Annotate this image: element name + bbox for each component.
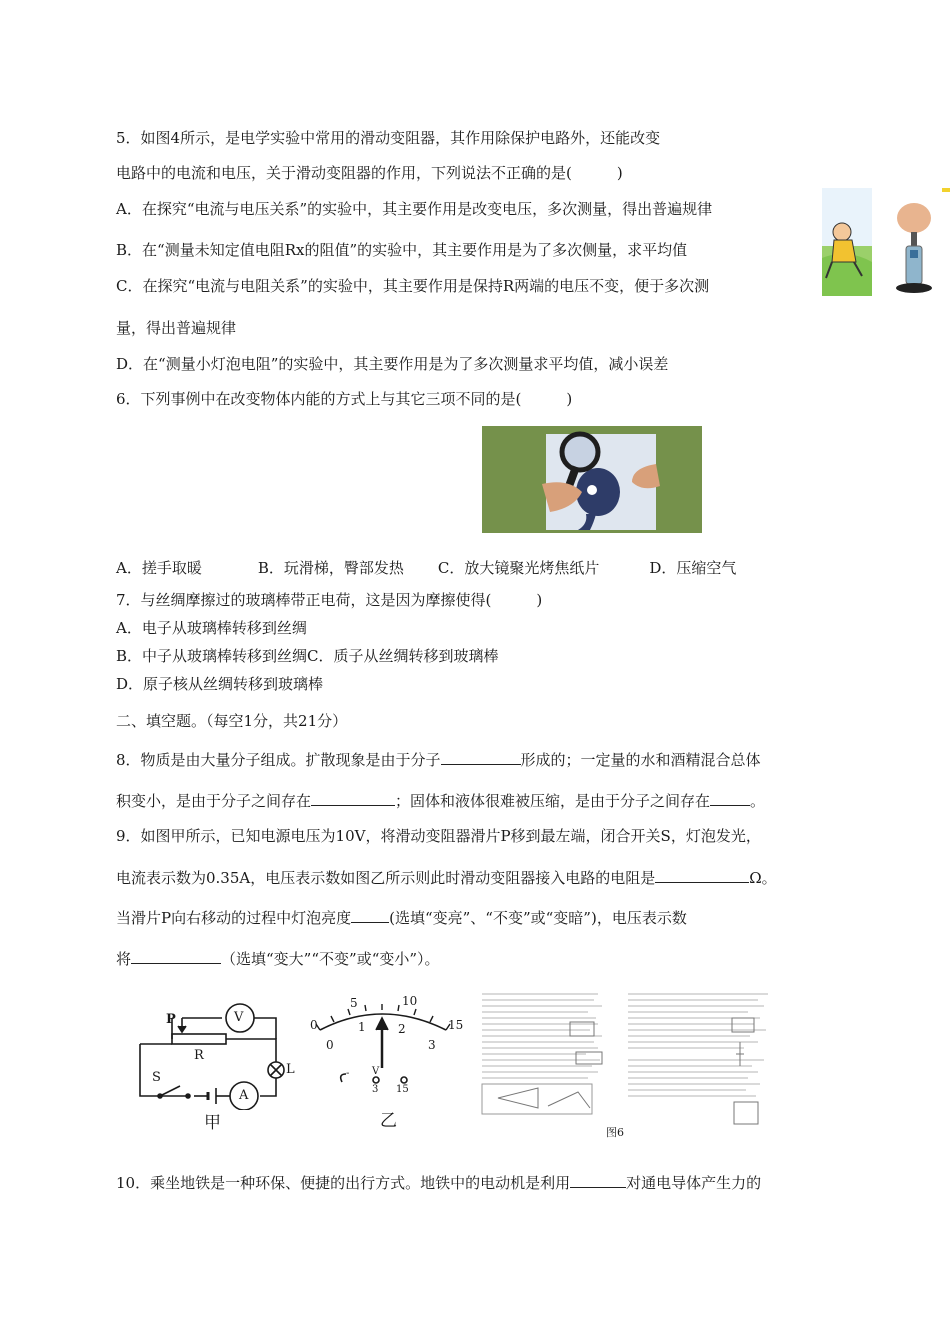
circuit-diagram [136,1000,306,1110]
q9-text-4: (选填“变亮”、“不变”或“变暗”)，电压表示数 [389,909,687,927]
q8-blank-2[interactable] [311,789,395,806]
q8-text-3: 积变小，是由于分子之间存在 [116,792,312,810]
q10-text-1: 10．乘坐地铁是一种环保、便捷的出行方式。地铁中的电动机是利用 [116,1174,571,1192]
slide-and-pump-photo [822,188,950,296]
q9-text-1: 电流表示数为0.35A，电压表示数如图乙所示则此时滑动变阻器接入电路的电阻是 [116,869,656,887]
q8-text-2: 形成的；一定量的水和酒精混合总体 [520,751,761,769]
doc-figure-caption: 图6 [606,1126,624,1139]
q8-text-4: ；固体和液体很难被压缩，是由于分子之间存在 [395,792,711,810]
meter-bottom-3: 3 [428,1038,436,1052]
scanned-pages-figure [478,988,774,1128]
meter-bottom-2: 2 [398,1022,406,1036]
q5-option-d: D．在“测量小灯泡电阻”的实验中，其主要作用是为了多次测量求平均值，减小误差 [116,355,669,373]
q9-line4 [116,947,440,969]
meter-terminal-15: 15 [396,1084,409,1095]
q10-blank-1[interactable] [570,1171,626,1188]
q7-option-bc: B．中子从玻璃棒转移到丝绸C．质子从丝绸转移到玻璃棒 [116,647,499,665]
q8-blank-1[interactable] [441,748,521,765]
q6-option-a: A．搓手取暖 [116,559,202,577]
q6-option-c: C．放大镜聚光烤焦纸片 [437,559,600,577]
circuit-label-a: A [239,1088,249,1103]
q7-option-a: A．电子从玻璃棒转移到丝绸 [116,619,307,637]
q5-option-a: A．在探究“电流与电压关系”的实验中，其主要作用是改变电压，多次测量，得出普遍规律 [116,200,713,218]
q9-text-6: （选填“变大”“不变”或“变小”）。 [221,950,440,968]
q9-line3 [116,906,687,928]
magnifier-photo [482,426,702,533]
meter-top-10: 10 [402,994,418,1008]
q7-option-d: D．原子核从丝绸转移到玻璃棒 [116,675,324,693]
q6-option-b: B．玩滑梯，臀部发热 [257,559,404,577]
q9-blank-1[interactable] [655,866,749,883]
q8-blank-3[interactable] [710,789,750,806]
q8-line1 [116,748,761,770]
meter-terminal-v: V [372,1066,380,1077]
q9-text-3: 当滑片P向右移动的过程中灯泡亮度 [116,909,352,927]
meter-terminal-neg: - [346,1068,350,1079]
meter-bottom-0: 0 [326,1038,334,1052]
q8-line2 [116,789,765,811]
q9-blank-2[interactable] [351,906,389,923]
section-heading: 二、填空题。（每空1分，共21分） [116,712,348,730]
q10-text-2: 对通电导体产生力的 [626,1174,762,1192]
meter-caption: 乙 [380,1111,397,1130]
meter-top-0: 0 [310,1018,318,1032]
circuit-label-r: R [194,1048,204,1063]
circuit-label-v: V [234,1010,244,1025]
q6-option-d: D．压缩空气 [649,559,737,577]
meter-top-5: 5 [350,996,358,1010]
q5-stem-line2: 电路中的电流和电压，关于滑动变阻器的作用，下列说法不正确的是( ) [116,164,623,182]
q5-option-c-line1: C．在探究“电流与电阻关系”的实验中，其主要作用是保持R两端的电压不变，便于多次测 [116,277,710,295]
q6-options [116,558,736,578]
q9-line2 [116,866,777,888]
q6-stem: 6．下列事例中在改变物体内能的方式上与其它三项不同的是( ) [116,390,573,408]
meter-terminal-3: 3 [372,1084,379,1095]
circuit-caption: 甲 [204,1113,221,1132]
q9-text-2: Ω。 [749,869,777,887]
q9-text-5: 将 [116,950,132,968]
circuit-label-p: P [166,1012,176,1027]
q8-text-5: 。 [750,792,766,810]
meter-bottom-1: 1 [358,1020,366,1034]
q8-text-1: 8．物质是由大量分子组成。扩散现象是由于分子 [116,751,441,769]
voltmeter-dial [306,994,470,1098]
circuit-label-l: L [286,1062,295,1077]
meter-top-15: 15 [448,1018,464,1032]
q5-stem-line1: 5．如图4所示，是电学实验中常用的滑动变阻器，其作用除保护电路外，还能改变 [116,129,661,147]
q7-stem: 7．与丝绸摩擦过的玻璃棒带正电荷，这是因为摩擦使得( ) [116,591,543,609]
q9-line1: 9．如图甲所示，已知电源电压为10V，将滑动变阻器滑片P移到最左端，闭合开关S，灯泡发光， [116,827,761,845]
q5-option-c-line2: 量，得出普遍规律 [116,319,237,337]
circuit-label-s: S [152,1070,161,1085]
q10-line1 [116,1171,761,1193]
q5-option-b: B．在“测量未知定值电阻Rx的阻值”的实验中，其主要作用是为了多次侧量，求平均值 [116,241,688,259]
q9-blank-3[interactable] [131,947,221,964]
